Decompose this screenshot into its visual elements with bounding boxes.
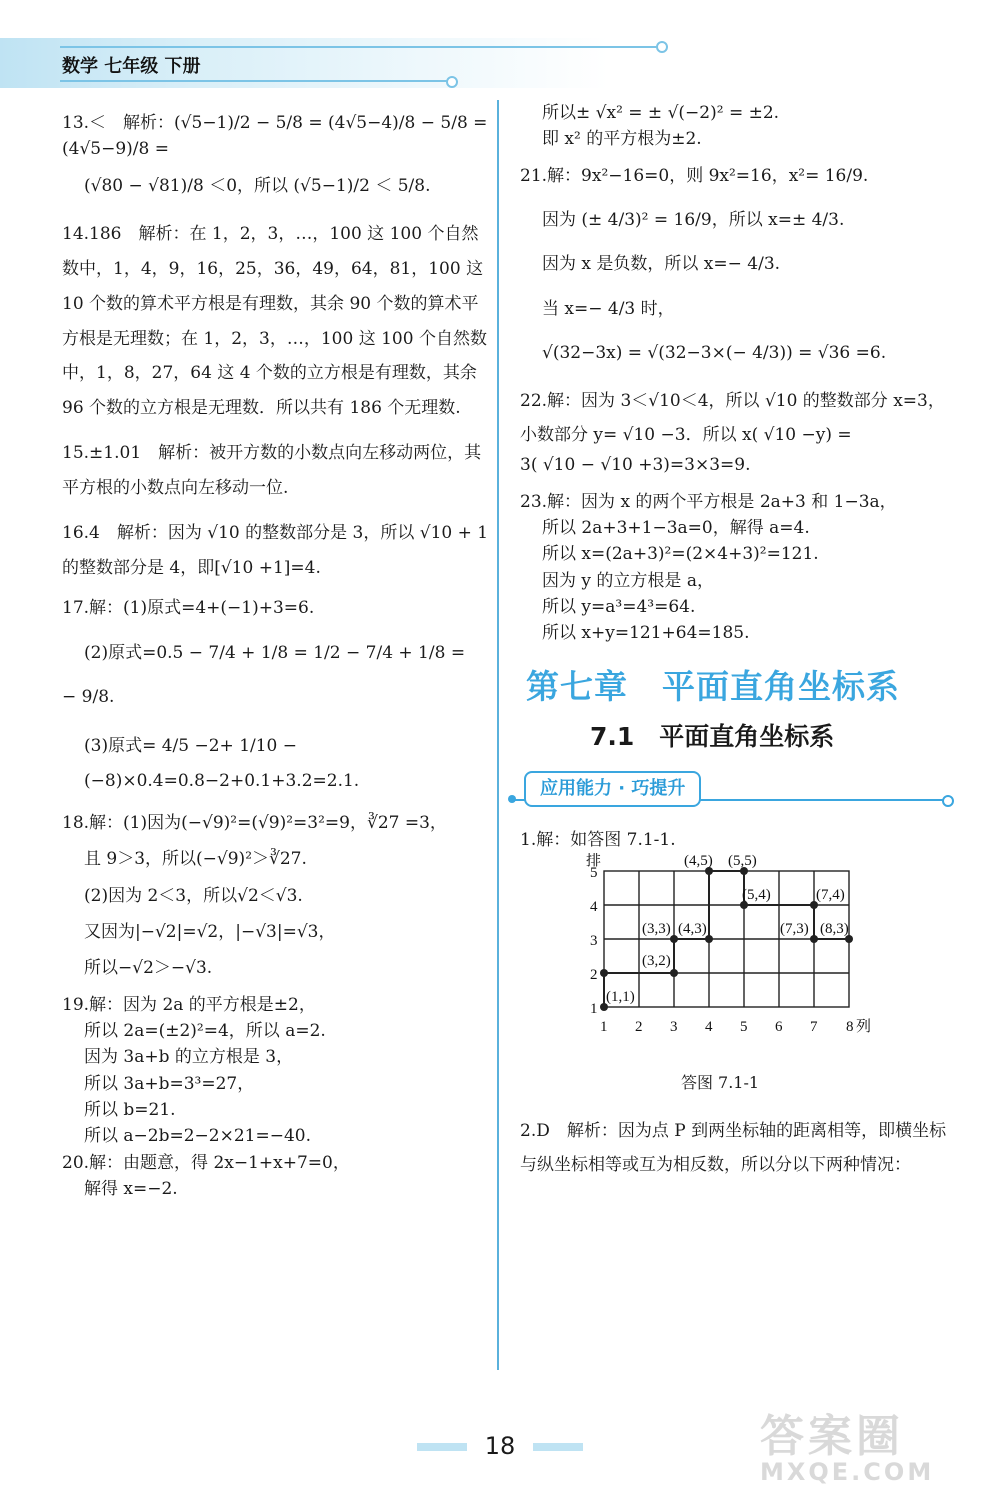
answer-13-cont: (√80 − √81)/8 ＜0，所以 (√5−1)/2 ＜ 5/8. bbox=[84, 175, 431, 196]
footer-decoration bbox=[533, 1443, 583, 1451]
chapter-title: 第七章 平面直角坐标系 bbox=[526, 666, 900, 706]
answer-23f: 所以 x+y=121+64=185. bbox=[542, 623, 750, 644]
answer-18-2c: 所以−√2＞−√3. bbox=[84, 958, 213, 979]
answer-21b: 因为 (± 4/3)² = 16/9，所以 x=± 4/3. bbox=[542, 210, 845, 231]
svg-text:5: 5 bbox=[740, 1019, 748, 1036]
answer-20d: 即 x² 的平方根为±2. bbox=[542, 129, 702, 150]
svg-text:2: 2 bbox=[590, 967, 598, 984]
point-label: (1,1) bbox=[606, 989, 635, 1006]
banner-label: 应用能力 · 巧提升 bbox=[524, 771, 701, 807]
footer-decoration bbox=[417, 1443, 467, 1451]
section-title: 7.1 平面直角坐标系 bbox=[590, 721, 835, 751]
column-divider bbox=[497, 100, 499, 1370]
answer-19e: 所以 b=21. bbox=[84, 1099, 176, 1120]
header-rule-lower bbox=[60, 80, 450, 82]
point-label: (7,4) bbox=[816, 887, 845, 904]
svg-text:2: 2 bbox=[635, 1019, 643, 1036]
axis-label-rows: 排 bbox=[586, 853, 602, 870]
answer-14: 14.186 解析：在 1，2，3，…，100 这 100 个自然数中，1，4，9，16，25，36，49，64，81，100 这 10 个数的算术平方根是有理数，其余 90 个数的算术平方根是无理数；在 1，2，3，…，100 这 100 个自然数中，1，8，27，64 这 4 个数的立方根是有理数，其余 96 个数的立方根是无理数．所以共有 186 个无理数. bbox=[62, 224, 487, 419]
header-dot bbox=[446, 76, 458, 88]
answer-19c: 因为 3a+b 的立方根是 3， bbox=[84, 1047, 294, 1068]
answer-17-1: 17.解：(1)原式=4+(−1)+3=6. bbox=[62, 598, 315, 619]
svg-text:6: 6 bbox=[775, 1019, 783, 1036]
answer-17-2-cont: − 9/8. bbox=[62, 687, 115, 708]
answer-q2: 2.D 解析：因为点 P 到两坐标轴的距离相等，即横坐标与纵坐标相等或互为相反数，所以分以下两种情况： bbox=[520, 1120, 947, 1175]
answer-19f: 所以 a−2b=2−2×21=−40. bbox=[84, 1126, 312, 1147]
banner-dot bbox=[508, 795, 516, 803]
svg-text:4: 4 bbox=[705, 1019, 713, 1036]
book-title: 数学 七年级 下册 bbox=[62, 56, 201, 77]
answer-22b: 3( √10 − √10 +3)=3×3=9. bbox=[520, 455, 751, 476]
answer-23: 23.解：因为 x 的两个平方根是 2a+3 和 1−3a， bbox=[520, 491, 897, 512]
answer-18-1: 18.解：(1)因为(−√9)²=(√9)²=3²=9，∛27 =3， bbox=[62, 812, 447, 833]
answer-21e: √(32−3x) = √(32−3×(− 4/3)) = √36 =6. bbox=[542, 343, 887, 364]
header-dot bbox=[656, 41, 668, 53]
svg-text:7: 7 bbox=[810, 1019, 818, 1036]
watermark-text: 答案圈 bbox=[760, 1411, 904, 1462]
answer-20: 20.解：由题意，得 2x−1+x+7=0， bbox=[62, 1152, 350, 1173]
watermark-logo bbox=[760, 1400, 980, 1486]
answer-23d: 因为 y 的立方根是 a， bbox=[542, 570, 714, 591]
page-number: 18 bbox=[484, 1432, 516, 1460]
point-label: (4,5) bbox=[684, 853, 713, 870]
watermark-url: MXQE.COM bbox=[760, 1458, 935, 1486]
section-banner bbox=[510, 771, 950, 805]
axis-label-columns: 列 bbox=[856, 1019, 872, 1036]
answer-17-2: (2)原式=0.5 − 7/4 + 1/8 = 1/2 − 7/4 + 1/8 = bbox=[84, 642, 466, 663]
answer-15: 15.±1.01 解析：被开方数的小数点向左移动两位，其平方根的小数点向左移动一位. bbox=[62, 443, 482, 498]
answer-21c: 因为 x 是负数，所以 x=− 4/3. bbox=[542, 254, 781, 275]
answer-18-2b: 又因为|−√2|=√2，|−√3|=√3， bbox=[84, 921, 336, 942]
answer-23b: 所以 2a+3+1−3a=0，解得 a=4. bbox=[542, 518, 810, 539]
left-column bbox=[62, 110, 490, 1202]
coordinate-grid bbox=[572, 853, 872, 1073]
answer-20b: 解得 x=−2. bbox=[84, 1179, 178, 1199]
svg-text:3: 3 bbox=[590, 933, 598, 950]
point-label: (7,3) bbox=[780, 921, 809, 938]
answer-q1: 1.解：如答图 7.1-1. bbox=[520, 829, 676, 850]
header-rule bbox=[60, 46, 660, 48]
answer-20c: 所以± √x² = ± √(−2)² = ±2. bbox=[542, 103, 780, 123]
svg-text:1: 1 bbox=[600, 1019, 608, 1036]
point-label: (3,3) bbox=[642, 921, 671, 938]
svg-text:1: 1 bbox=[590, 1001, 598, 1018]
svg-text:5: 5 bbox=[590, 865, 598, 882]
svg-text:3: 3 bbox=[670, 1019, 678, 1036]
answer-19: 19.解：因为 2a 的平方根是±2， bbox=[62, 994, 316, 1015]
answer-19d: 所以 3a+b=3³=27， bbox=[84, 1073, 255, 1094]
right-column bbox=[520, 100, 950, 1182]
answer-21: 21.解：9x²−16=0，则 9x²=16，x²= 16/9. bbox=[520, 165, 869, 186]
banner-dot bbox=[942, 795, 954, 807]
answer-23c: 所以 x=(2a+3)²=(2×4+3)²=121. bbox=[542, 544, 819, 565]
svg-text:4: 4 bbox=[590, 899, 598, 916]
answer-19b: 所以 2a=(±2)²=4，所以 a=2. bbox=[84, 1020, 326, 1041]
answer-23e: 所以 y=a³=4³=64. bbox=[542, 597, 696, 618]
answer-22: 22.解：因为 3＜√10＜4，所以 √10 的整数部分 x=3，小数部分 y= √10 −3．所以 x( √10 −y) = bbox=[520, 391, 945, 446]
point-label: (5,5) bbox=[728, 853, 757, 870]
point-label: (5,4) bbox=[742, 887, 771, 904]
grid-figure bbox=[572, 853, 872, 1093]
svg-text:8: 8 bbox=[846, 1019, 854, 1036]
point-label: (8,3) bbox=[820, 921, 849, 938]
point-label: (3,2) bbox=[642, 953, 671, 970]
answer-21d: 当 x=− 4/3 时， bbox=[542, 298, 675, 319]
answer-17-3: (3)原式= 4/5 −2+ 1/10 −(−8)×0.4=0.8−2+0.1+3.2=2.1. bbox=[84, 735, 360, 792]
figure-caption: 答图 7.1-1 bbox=[680, 1073, 760, 1093]
answer-18-2: (2)因为 2＜3，所以√2＜√3. bbox=[84, 885, 303, 906]
answer-16: 16.4 解析：因为 √10 的整数部分是 3，所以 √10 + 1 的整数部分是 4，即[√10 +1]=4. bbox=[62, 522, 489, 578]
answer-13: 13.＜ 解析：(√5−1)/2 − 5/8 = (4√5−4)/8 − 5/8 = (4√5−9)/8 = bbox=[62, 113, 488, 160]
point-label: (4,3) bbox=[678, 921, 707, 938]
answer-18-1b: 且 9＞3，所以(−√9)²＞∛27. bbox=[84, 849, 307, 870]
